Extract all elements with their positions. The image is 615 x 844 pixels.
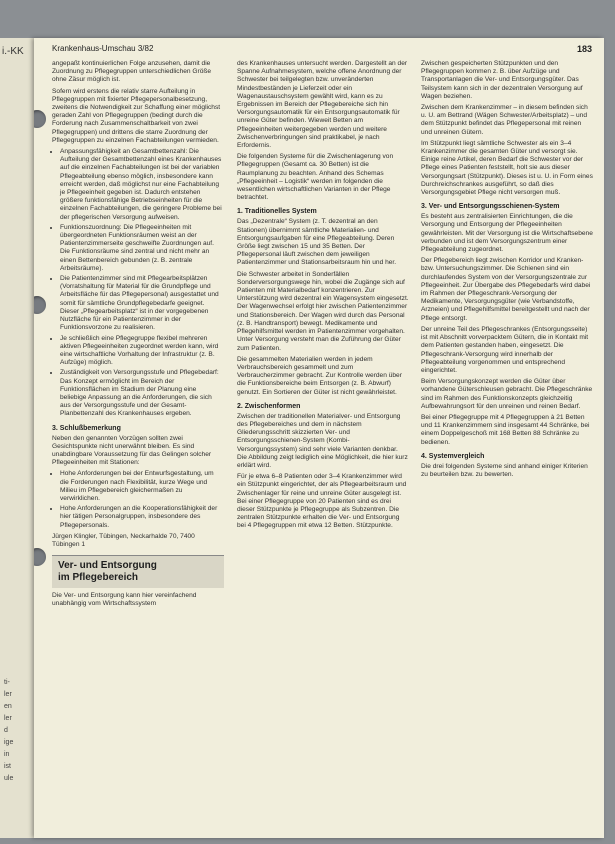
running-head: Krankenhaus-Umschau 3/82: [52, 44, 154, 53]
article-title-line: Ver- und Entsorgung: [58, 560, 157, 572]
punch-hole: [34, 296, 46, 314]
previous-page-fragment: ule: [4, 775, 14, 782]
previous-page-fragment: ti-: [4, 679, 10, 686]
document-page: [34, 38, 604, 838]
list-item: • Funktionszuordnung: Die Pflegeeinheiten mit übergeordneten Funktionsräumen weist an der Patientenzimmerseite geschweifte Zuordnungen auf. Die Funktionsräume sind zentral und nicht mehr an einen Bettenbereich gebunden (z. B. zentrale Arbeitsräume).: [60, 224, 224, 273]
previous-page-fragment: en: [4, 703, 12, 710]
bullet-list: [52, 148, 224, 419]
paragraph: Zwischen gespeicherten Stützpunkten und den Pflegegruppen kommen z. B. über Aufzüge und Transportanlagen die Ver- und Entsorgungsgüter. Das Teilsystem kann sich in der dezentralen Versorgung auf Wagen beziehen.: [421, 60, 583, 100]
paragraph: Sofern wird erstens die relativ starre Aufteilung in Pflegegruppen mit fixierter Pflegepersonalbesetzung, zweitens die Notwendigkeit zur Schaffung einer möglichst geraden Zahl von Pflegegruppen (bedingt durch die Forderung nach Zusammenschaltbarkeit von zwei Pflegegruppen) und drittens die starre Zuordnung der Pflegegruppen zu einzelnen Fachabteilungen vermieden.: [52, 87, 221, 144]
punch-hole: [34, 548, 46, 566]
previous-page-fragment: ler: [4, 691, 12, 698]
list-item: • Je schließlich eine Pflegegruppe flexibel mehreren aktiven Pflegeeinheiten zugeordnet werden kann, wird eine wirtschaftliche Vorhaltung der Infrastruktur (z. B. Aufzüge) möglich.: [60, 335, 224, 368]
list-item: • Hohe Anforderungen an die Kooperationsfähigkeit der hier tätigen Personalgruppen, insbesondere des Pflegepersonals.: [60, 505, 224, 530]
author-address: Jürgen Klingler, Tübingen, Neckarhalde 70, 7400 Tübingen 1: [52, 532, 195, 548]
paragraph: Der Pflegebereich liegt zwischen Korridor und Kranken- bzw. Untersuchungszimmer. Die Schienen sind ein durchlaufendes System von der Versorgungszentrale zur Pflegeeinheit. Zur Übergabe des Pflegebedarfs wird dabei im Rahmen der Pflegeschrank-Versorgung der Medikamente, Versorgungsgüter (wie Verbandstoffe, Arzneien) und Pflegehilfsmittel bereitgestellt und nach der Pflege entsorgt.: [421, 257, 591, 322]
paragraph: Neben den genannten Vorzügen sollten zwei Gesichtspunkte nicht unerwähnt bleiben. Es sind unabdingbare Voraussetzung für das Gelingen solcher Pflegeeinheiten mit Stationen:: [52, 434, 212, 467]
paragraph: Das „Dezentrale“ System (z. T. dezentral an den Stationen) übernimmt sämtliche Materialien- und Entsorgungsaufgaben für eine Pflegeabteilung. Deren Größe liegt zwischen 15 und 35 Betten. Der Pflegepersonal läuft zwischen dem jeweiligen Patientenzimmer und Stationsarbeitsraum hin und her.: [237, 218, 397, 267]
paragraph: Für je etwa 6–8 Patienten oder 3–4 Krankenzimmer wird ein Stützpunkt eingerichtet, der als Pflegearbeitsraum und Zwischenlager für reine und unreine Güter ausgelegt ist. Bei einer Pflegegruppe von 20 Patienten sind es drei dieser Stützpunkte je Pflegegruppe als Subzentren. Die zentralen Stützpunkte erhalten die Ver- und Entsorgung bei 4 Pflegegruppen mit etwa 12 Betten. Stützpunkte.: [237, 473, 407, 530]
column-1: [52, 60, 224, 612]
article-title-box: [52, 555, 224, 588]
section-heading: 4. Systemvergleich: [421, 452, 485, 460]
paragraph: des Krankenhauses untersucht werden. Dargestellt an der Spanne Aufnahmesystem, welche offene Anordnung der Schwester bei teilgelegten bzw. unveränderten Mindestbeständen je Lieferzeit oder ein Wagenaustauschsystem gewählt wird, kann es zu Ergebnissen im Bereich der Pflegebereiche sich hin Versorgungsautomatik für ein Entsorgungsautomatik für unreine Güter befinden. Wieweit Betten am Pflegeeinheiten weitergegeben werden und weitere Zwischenverbringungen sind praktikabel, je nach Erfordernis.: [237, 60, 408, 150]
paragraph: angepaßt kontinuierlichen Folge anzusehen, damit die Zuordnung zu Pflegegruppen unterschiedlichen Größe ohne Zäsur möglich ist.: [52, 60, 212, 84]
previous-page-edge: [0, 38, 34, 838]
section-heading: 3. Schlußbemerkung: [52, 424, 121, 432]
previous-page-fragment: d: [4, 727, 8, 734]
previous-page-fragment: ist: [4, 763, 11, 770]
punch-hole: [34, 110, 46, 128]
paragraph: Die gesammelten Materialien werden in jedem Verbrauchsbereich gesammelt und zum Verbraucherzimmer gebracht. Zur Kontrolle werden über die Funktionsbereiche beim Entsorgen (z. B. Abwurf) genutzt. Ein Sortieren der Güter ist nicht gewährleistet.: [237, 355, 402, 396]
list-item: • Anpassungsfähigkeit an Gesamtbettenzahl: Die Aufteilung der Gesamtbettenzahl eines Krankenhauses auf die einzelnen Fachabteilungen ist bei der variablen Pflegeabteilung ebenso möglich, insbesondere kann erreicht werden, daß möglichst nur eine Fachabteilung je Pflegeeinheit gegeben ist. Dadurch entstehen größere funktionsfähige Betriebseinheiten für die einzelnen Fachabteilungen, die geringere Probleme bei der pflegerischen Versorgung aufweisen.: [60, 148, 224, 222]
paragraph: Zwischen dem Krankenzimmer – in diesem befinden sich u. U. am Bettrand (Wägen Schwester/Arbeitsplatz) – und dem Stützpunkt befindet das Pflegepersonal mit reinen und unreinen Gütern.: [421, 104, 588, 136]
bullet-list: [52, 470, 224, 529]
paragraph: Die folgenden Systeme für die Zwischenlagerung von Pflegegruppen (Gesamt ca. 30 Betten) ist die Raumplanung zu beachten. Anhand des Schemas „Pflegeeinheit – Logistik“ werden im folgenden die wesentlichen wirtschaftlichen Varianten in der Pflege betrachtet.: [237, 153, 394, 202]
paragraph: Im Stützpunkt liegt sämtliche Schwester als ein 3–4 Krankenzimmer die gesamten Güter und versorgt sie. Einige reine Artikel, deren Bedarf die Schwester vor der Pflege eines Patienten feststellt, holt sie aus dieser Versorgungsart (Stützpunkt). Dieses ist u. U. in Form eines Durchreichschrankes ausgeführt, so daß dies Versorgungsgebiet Pflege nicht versorgen muß.: [421, 139, 593, 197]
list-item: • Zuständigkeit von Versorgungsstufe und Pflegebedarf: Das Konzept ermöglicht im Bereich der Funktionsflächen im Stadium der Planung eine beliebige Anpassung an die Anforderungen, die sich aus der Versorgungsstufe und der Gesamt-Planbettenzahl des Krankenhauses ergeben.: [60, 369, 224, 418]
previous-page-label: i.-KK: [2, 46, 24, 57]
paragraph: Die drei folgenden Systeme sind anhand einiger Kriterien zu beurteilen bzw. zu bewerten.: [421, 462, 588, 478]
paragraph: Bei einer Pflegegruppe mit 4 Pflegegruppen à 21 Betten und 11 Krankenzimmern sind insgesamt 44 Schränke, bei einem Doppelgeschoß mit 168 Betten 88 Schränke zu bedienen.: [421, 413, 590, 446]
paragraph: Der unreine Teil des Pflegeschrankes (Entsorgungsseite) ist mit Abschnitt vorverpacktem Gütern, die in Kontakt mit dem Patienten gestanden haben, eingesetzt. Die Pflegeschrank-Versorgung wird innerhalb der Pflegeabteilung vorgenommen und entsprechend eingerichtet.: [421, 325, 589, 374]
section-heading: 1. Traditionelles System: [237, 208, 317, 216]
page-number: 183: [576, 44, 592, 54]
previous-page-fragment: in: [4, 751, 10, 758]
paragraph: Beim Versorgungskonzept werden die Güter über vorhandene Güterschleusen gebracht. Die Pflegeschränke sind im Rahmen des Funktionskonzepts gleichzeitig Aufbewahrungsort für den unreinen und reinen Bedarf.: [421, 378, 593, 410]
previous-page-fragment: ige: [4, 739, 14, 746]
section-heading: 2. Zwischenformen: [237, 402, 301, 410]
paragraph: Es besteht aus zentralisierten Einrichtungen, die die Versorgung und Entsorgung der Pflegeeinheiten gewährleisten. Mit der Versorgung ist die Wirtschaftsebene verbunden und ist dem Versorgungszentrum einer Pflegeabteilung zugeordnet.: [421, 213, 593, 254]
list-item: • Hohe Anforderungen bei der Entwurfsgestaltung, um die Forderungen nach Flexibilität, kurze Wege und Milieu im Pflegebereich gleichermaßen zu verwirklichen.: [60, 470, 224, 503]
list-item: • Die Patientenzimmer sind mit Pflegearbeitsplätzen (Vorratshaltung für Material für die Grundpflege und Arbeitsfläche für das Pflegepersonal) ausgestattet und somit für sämtliche Grundpflegebedarfe geeignet. Dieser „Pflegearbeitsplatz“ ist in der vorgegebenen Nutzfläche für ein Patientenzimmer in der Funktionsvorzone zu realisieren.: [60, 275, 224, 332]
column-3: [421, 60, 593, 482]
column-2: [237, 60, 409, 534]
section-heading: 3. Ver- und Entsorgungsschienen-System: [421, 203, 560, 211]
paragraph: Zwischen der traditionellen Materialver- und Entsorgung des Pflegebereiches und dem in nächstem Gliederungsschritt skizzierten Ver- und Entsorgungsschienen-System (Kombi-Versorgungssystem) sind sehr viele Varianten denkbar. Die Abbildung zeigt lediglich eine Möglichkeit, die hier kurz erklärt wird.: [237, 412, 408, 469]
article-title-line: im Pflegebereich: [58, 572, 139, 584]
paragraph: Die Schwester arbeitet in Sonderfällen Sonderversorgungswege hin, wobei die Zugänge sich auf Patienten mit Materialbedarf konzentrieren. Zur Unterstützung wird dezentral ein Wagensystem eingesetzt. Der Wagenwechsel erfolgt hier zwischen Patientenzimmer und Stationsbereich. Der Wagen wird durch das Personal (z. B. Handtransport) bewegt. Medikamente und Pflegehilfsmittel werden im Patientenzimmer vorgehalten. Unter Versorgung versteht man die Zuführung der Güter zum Patienten.: [237, 270, 409, 352]
paragraph: Die Ver- und Entsorgung kann hier vereinfachend unabhängig vom Wirtschaftssystem: [52, 592, 197, 608]
previous-page-fragment: ler: [4, 715, 12, 722]
